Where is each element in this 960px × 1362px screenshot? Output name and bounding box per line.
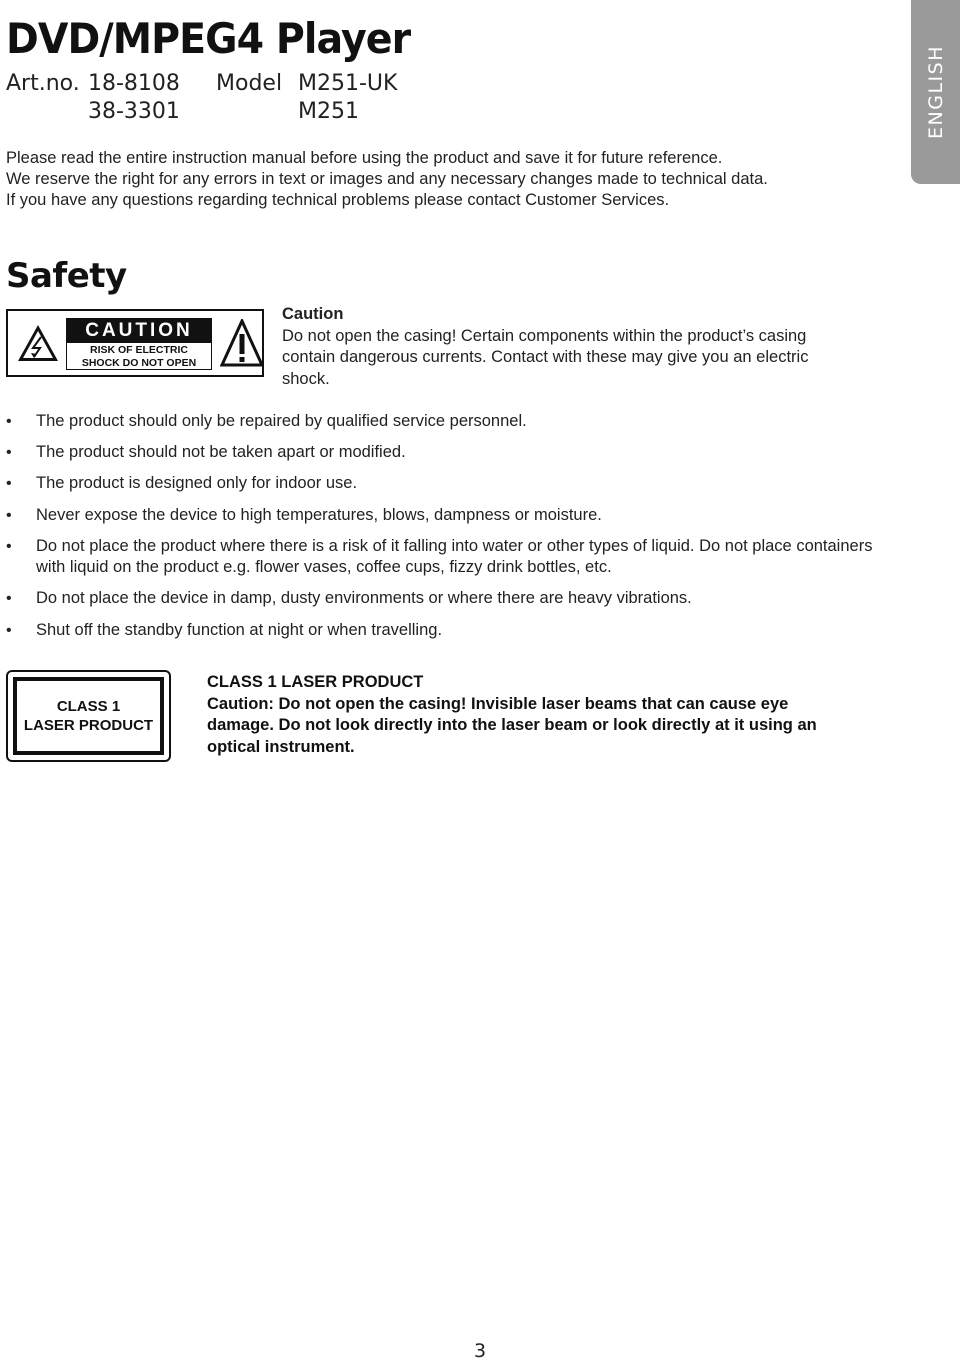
artno-value-1: 18-8108 bbox=[88, 71, 180, 96]
laser-label-line-2: LASER PRODUCT bbox=[23, 717, 154, 734]
language-tab-label: ENGLISH bbox=[924, 45, 947, 139]
caution-subtext-1: RISK OF ELECTRIC bbox=[89, 344, 188, 356]
caution-subtext-2: SHOCK DO NOT OPEN bbox=[81, 357, 197, 369]
model-label: Model bbox=[216, 71, 283, 96]
list-item: • Do not place the device in damp, dusty environments or where there are heavy vibrations. bbox=[6, 588, 886, 610]
caution-text-block bbox=[282, 304, 822, 390]
caution-body: Do not open the casing! Certain components within the product’s casing contain dangerous currents. Contact with these may give you an electric shock. bbox=[282, 326, 809, 388]
document-title: DVD/MPEG4 Player bbox=[6, 14, 411, 63]
language-tab bbox=[911, 0, 960, 184]
safety-bullet-list bbox=[6, 411, 886, 651]
caution-inner-box bbox=[66, 318, 212, 370]
model-value-1: M251-UK bbox=[298, 71, 398, 96]
intro-line: If you have any questions regarding technical problems please contact Customer Services. bbox=[6, 191, 670, 209]
safety-heading: Safety bbox=[6, 256, 127, 296]
list-item: • Shut off the standby function at night or when travelling. bbox=[6, 620, 886, 642]
laser-text-block bbox=[207, 672, 857, 758]
list-item: • Do not place the product where there is a risk of it falling into water or other types of liquid. Do not place containers with liquid on the product e.g. flower vases, coffee cups, fizzy drink bottles, etc. bbox=[6, 536, 886, 579]
laser-heading: CLASS 1 LASER PRODUCT bbox=[207, 673, 424, 691]
page-number: 3 bbox=[473, 1340, 487, 1362]
model-value-2: M251 bbox=[298, 99, 359, 124]
laser-label-line-1: CLASS 1 bbox=[56, 698, 121, 715]
list-item: • Never expose the device to high temperatures, blows, dampness or moisture. bbox=[6, 505, 886, 527]
caution-title: CAUTION bbox=[67, 319, 211, 343]
list-item: • The product is designed only for indoor use. bbox=[6, 473, 886, 495]
list-item: • The product should only be repaired by qualified service personnel. bbox=[6, 411, 886, 433]
intro-line: Please read the entire instruction manual before using the product and save it for future reference. bbox=[6, 149, 723, 167]
artno-value-2: 38-3301 bbox=[88, 99, 180, 124]
laser-label-inner bbox=[13, 677, 164, 755]
laser-product-label bbox=[6, 670, 171, 762]
intro-line: We reserve the right for any errors in text or images and any necessary changes made to technical data. bbox=[6, 170, 768, 188]
laser-body: Caution: Do not open the casing! Invisible laser beams that can cause eye damage. Do not look directly into the laser beam or look directly at it using an optical instrument. bbox=[207, 694, 817, 756]
electric-shock-warning-icon bbox=[16, 323, 60, 363]
intro-text bbox=[6, 148, 886, 211]
exclamation-warning-icon bbox=[220, 319, 264, 367]
caution-warning-label bbox=[6, 309, 264, 377]
list-item: • The product should not be taken apart or modified. bbox=[6, 442, 886, 464]
artno-label: Art.no. bbox=[6, 71, 80, 96]
caution-heading: Caution bbox=[282, 305, 344, 323]
